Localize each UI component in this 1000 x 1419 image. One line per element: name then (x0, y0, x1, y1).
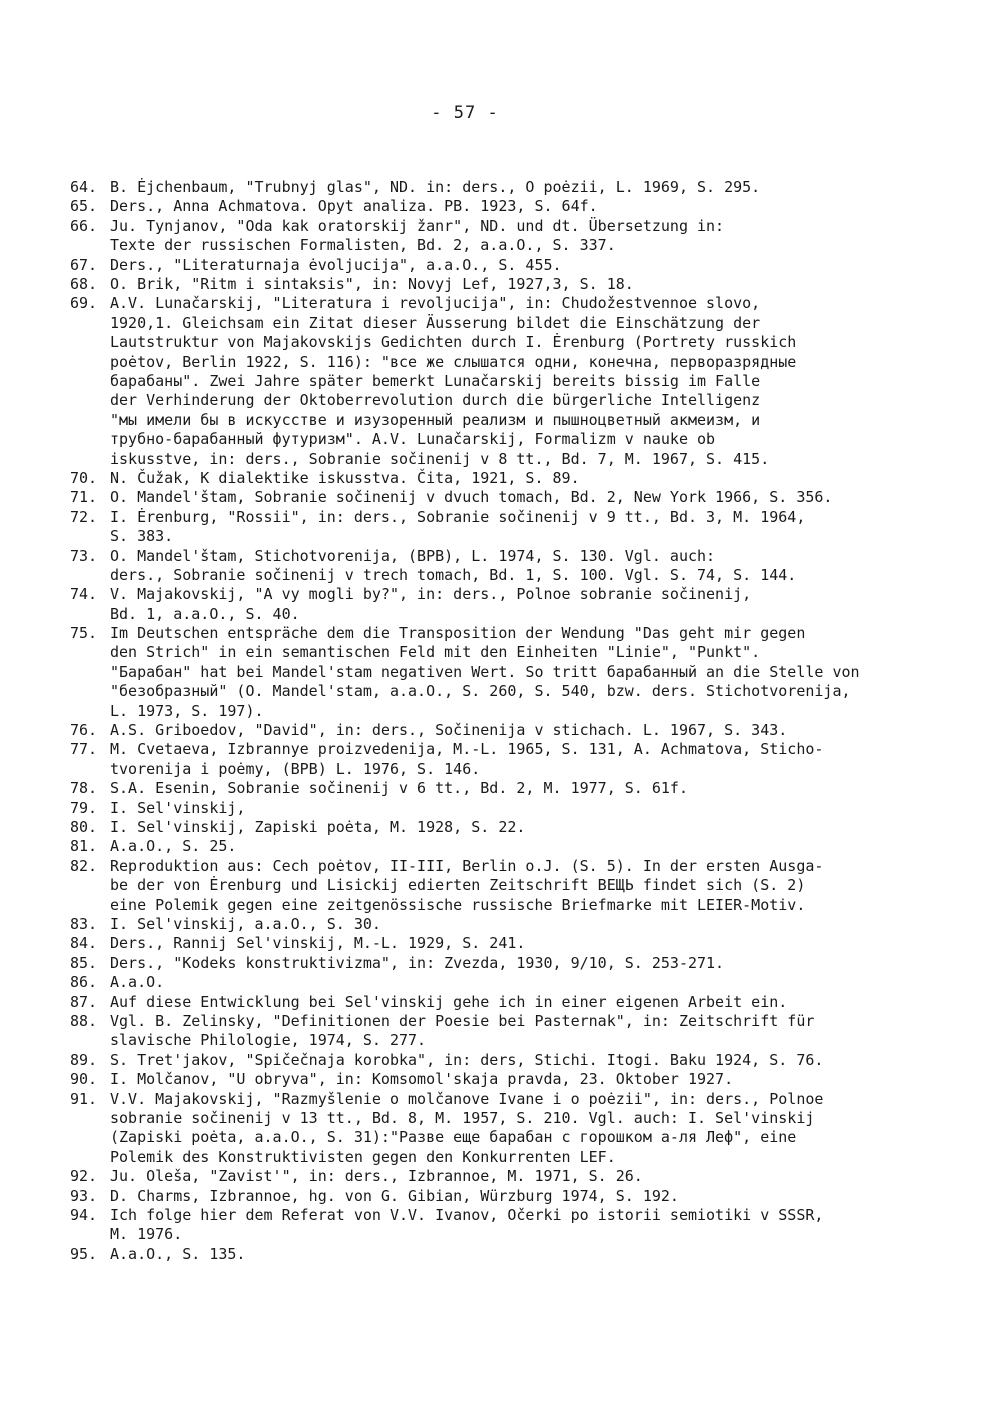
endnote-line: A.S. Griboedov, "David", in: ders., Sočinenija v stichach. L. 1967, S. 343. (110, 721, 788, 740)
endnote-line: Bd. 1, a.a.O., S. 40. (110, 604, 300, 623)
endnote-number: 66. (70, 216, 98, 235)
endnote-line: be der von Ėrenburg und Lisickij edierten Zeitschrift ВЕЩЬ findet sich (S. 2) (110, 876, 806, 895)
endnote-line: Texte der russischen Formalisten, Bd. 2, a.a.O., S. 337. (110, 236, 616, 255)
endnote-line: O. Brik, "Ritm i sintaksis", in: Novyj Lef, 1927,3, S. 18. (110, 275, 634, 293)
endnote-line: slavische Philologie, 1974, S. 277. (110, 1031, 427, 1050)
endnote-text (110, 954, 950, 973)
endnote-number: 77. (70, 740, 98, 759)
endnote-line: Reproduktion aus: Cech poėtov, II-III, Berlin o.J. (S. 5). In der ersten Ausga- (110, 856, 824, 875)
endnote-number: 68. (70, 275, 98, 293)
endnote-text (110, 818, 950, 837)
endnote-text (110, 934, 950, 953)
endnote-number: 84. (70, 934, 98, 953)
endnote-number: 93. (70, 1186, 98, 1205)
endnote-number: 69. (70, 294, 98, 313)
endnote-number: 89. (70, 1050, 98, 1069)
endnote-text (110, 1090, 950, 1168)
endnote-text (110, 197, 950, 216)
endnote-line: I. Molčanov, "U obryva", in: Komsomol'skaja pravda, 23. Oktober 1927. (110, 1070, 734, 1089)
endnote-text (110, 857, 950, 915)
endnote-text (110, 469, 950, 488)
endnote-line: A.a.O. (110, 973, 165, 992)
endnote-number: 71. (70, 488, 98, 507)
endnote-text (110, 178, 950, 197)
endnote-text (110, 624, 950, 721)
endnote-line: V. Majakovskij, "A vy mogli by?", in: ders., Polnoe sobranie sočinenij, (110, 585, 752, 604)
endnote-text (110, 721, 950, 740)
endnote (70, 818, 950, 837)
endnote (70, 721, 950, 740)
endnote-text (110, 1245, 950, 1264)
endnote-line: D. Charms, Izbrannoe, hg. von G. Gibian, Würzburg 1974, S. 192. (110, 1186, 679, 1205)
endnote-line: eine Polemik gegen eine zeitgenössische russische Briefmarke mit LEIER-Motiv. (110, 895, 806, 914)
endnote-line: Ju. Oleša, "Zavist'", in: ders., Izbrannoe, M. 1971, S. 26. (110, 1167, 643, 1186)
endnote (70, 1245, 950, 1264)
endnote-number: 83. (70, 915, 98, 934)
endnote-number: 81. (70, 837, 98, 856)
endnote-line: iskusstve, in: ders., Sobranie sočinenij v 8 tt., Bd. 7, M. 1967, S. 415. (110, 449, 770, 468)
endnote-line: I. Ėrenburg, "Rossii", in: ders., Sobranie sočinenij v 9 tt., Bd. 3, M. 1964, (110, 507, 806, 526)
endnote-number: 92. (70, 1167, 98, 1186)
endnote (70, 799, 950, 818)
endnote-line: Ders., "Kodeks konstruktivizma", in: Zvezda, 1930, 9/10, S. 253-271. (110, 953, 725, 972)
endnote (70, 1206, 950, 1245)
endnote (70, 294, 950, 469)
endnote-line: A.a.O., S. 135. (110, 1244, 246, 1263)
endnote-text (110, 799, 950, 818)
endnote-text (110, 256, 950, 275)
endnote (70, 740, 950, 779)
endnote (70, 1167, 950, 1186)
endnote-number: 80. (70, 818, 98, 837)
endnote-line: Ders., Rannij Sel'vinskij, M.-L. 1929, S. 241. (110, 934, 526, 953)
endnote-text (110, 1070, 950, 1089)
endnote (70, 857, 950, 915)
endnote-text (110, 294, 950, 469)
endnote-text (110, 1187, 950, 1206)
endnote-number: 67. (70, 255, 98, 274)
endnote-line: sobranie sočinenij v 13 tt., Bd. 8, M. 1957, S. 210. Vgl. auch: I. Sel'vinskij (110, 1109, 815, 1128)
endnote-line: B. Ėjchenbaum, "Trubnyj glas", ND. in: ders., O poėzii, L. 1969, S. 295. (110, 178, 761, 196)
endnote-line: Im Deutschen entspräche dem die Transposition der Wendung "Das geht mir gegen (110, 624, 806, 643)
endnote-text (110, 1206, 950, 1245)
endnote (70, 915, 950, 934)
endnote-text (110, 740, 950, 779)
endnote-line: S.A. Esenin, Sobranie sočinenij v 6 tt., Bd. 2, M. 1977, S. 61f. (110, 779, 688, 798)
endnote-text (110, 1051, 950, 1070)
endnote-number: 85. (70, 953, 98, 972)
endnote (70, 469, 950, 488)
endnote-line: der Verhinderung der Oktoberrevolution durch die bürgerliche Intelligenz (110, 391, 761, 410)
endnote-line: Lautstruktur von Majakovskijs Gedichten durch I. Ėrenburg (Portrety russkich (110, 333, 797, 352)
endnote-line: A.V. Lunačarskij, "Literatura i revoljucija", in: Chudožestvennoe slovo, (110, 294, 761, 313)
endnote-line: den Strich" in ein semantischen Feld mit den Einheiten "Linie", "Punkt". (110, 643, 761, 662)
endnote-line: Ich folge hier dem Referat von V.V. Ivanov, Očerki po istorii semiotiki v SSSR, (110, 1206, 824, 1225)
endnote-text (110, 1167, 950, 1186)
endnote-text (110, 547, 950, 586)
endnote-text (110, 1012, 950, 1051)
endnote-text (110, 585, 950, 624)
endnote (70, 1090, 950, 1168)
endnote-line: 1920,1. Gleichsam ein Zitat dieser Äusserung bildet die Einschätzung der (110, 313, 761, 332)
endnote-line: M. Cvetaeva, Izbrannye proizvedenija, M.-L. 1965, S. 131, A. Achmatova, Sticho- (110, 740, 824, 759)
endnote-text (110, 275, 950, 294)
endnote-line: I. Sel'vinskij, a.a.O., S. 30. (110, 915, 381, 934)
endnote-line: poėtov, Berlin 1922, S. 116): "все же слышатся одни, конечна, перворазрядные (110, 352, 797, 371)
endnote (70, 973, 950, 992)
endnote (70, 275, 950, 294)
endnote-number: 82. (70, 856, 98, 875)
endnote-line: S. Tret'jakov, "Spičečnaja korobka", in: ders, Stichi. Itogi. Baku 1924, S. 76. (110, 1050, 824, 1069)
endnote (70, 178, 950, 197)
endnote (70, 934, 950, 953)
endnote-text (110, 973, 950, 992)
endnote-line: трубно-барабанный футуризм". A.V. Lunačarskij, Formalizm v nauke ob (110, 430, 716, 449)
endnote-line: Ju. Tynjanov, "Oda kak oratorskij žanr", ND. und dt. Übersetzung in: (110, 216, 725, 235)
endnote-number: 94. (70, 1206, 98, 1225)
endnote-line: Ders., Anna Achmatova. Opyt analiza. PB. 1923, S. 64f. (110, 197, 598, 216)
endnote-number: 86. (70, 973, 98, 992)
endnote-line: I. Sel'vinskij, (110, 798, 246, 817)
endnote (70, 585, 950, 624)
endnote (70, 954, 950, 973)
endnote (70, 488, 950, 507)
endnote-text (110, 488, 950, 507)
endnote-number: 87. (70, 992, 98, 1011)
endnote-line: "Барабан" hat bei Mandel'stam negativen Wert. So tritt барабанный an die Stelle von (110, 662, 860, 681)
endnote-line: Auf diese Entwicklung bei Sel'vinskij gehe ich in einer eigenen Arbeit ein. (110, 992, 788, 1011)
endnote (70, 779, 950, 798)
endnote (70, 217, 950, 256)
endnote-number: 64. (70, 178, 98, 196)
endnote-number: 95. (70, 1244, 98, 1263)
endnote (70, 993, 950, 1012)
endnote-text (110, 508, 950, 547)
endnote-text (110, 915, 950, 934)
endnote (70, 837, 950, 856)
endnote-number: 88. (70, 1012, 98, 1031)
endnote-line: tvorenija i poėmy, (BPB) L. 1976, S. 146. (110, 759, 481, 778)
endnote-number: 73. (70, 546, 98, 565)
endnote-number: 75. (70, 624, 98, 643)
endnote (70, 508, 950, 547)
endnote (70, 624, 950, 721)
endnotes-list (70, 178, 950, 1264)
endnote-line: "безобразный" (O. Mandel'stam, a.a.O., S. 260, S. 540, bzw. ders. Stichotvorenija, (110, 682, 851, 701)
endnote-number: 74. (70, 585, 98, 604)
page-number: - 57 - (431, 103, 499, 123)
endnote-line: "мы имели бы в искусстве и изузоренный реализм и пышноцветный акмеизм, и (110, 410, 761, 429)
endnote-number: 91. (70, 1089, 98, 1108)
endnote-line: Vgl. B. Zelinsky, "Definitionen der Poesie bei Pasternak", in: Zeitschrift für (110, 1012, 815, 1031)
endnote-line: V.V. Majakovskij, "Razmyšlenie o molčanove Ivane i o poėzii", in: ders., Polnoe (110, 1089, 824, 1108)
endnote-line: A.a.O., S. 25. (110, 837, 237, 856)
endnote-line: O. Mandel'štam, Stichotvorenija, (BPB), L. 1974, S. 130. Vgl. auch: (110, 546, 716, 565)
endnote-number: 79. (70, 798, 98, 817)
endnote-line: O. Mandel'štam, Sobranie sočinenij v dvuch tomach, Bd. 2, New York 1966, S. 356. (110, 488, 833, 507)
endnote (70, 1051, 950, 1070)
endnote-number: 72. (70, 507, 98, 526)
endnote-line: N. Čužak, K dialektike iskusstva. Čita, 1921, S. 89. (110, 468, 580, 487)
endnote (70, 1070, 950, 1089)
endnote-line: Polemik des Konstruktivisten gegen den Konkurrenten LEF. (110, 1147, 616, 1166)
endnote-line: I. Sel'vinskij, Zapiski poėta, M. 1928, S. 22. (110, 818, 526, 837)
endnote-text (110, 217, 950, 256)
endnote (70, 547, 950, 586)
endnote-line: барабаны". Zwei Jahre später bemerkt Lunačarskij bereits bissig im Falle (110, 371, 761, 390)
endnote (70, 1012, 950, 1051)
endnote-text (110, 779, 950, 798)
endnote-line: M. 1976. (110, 1225, 183, 1244)
endnote-number: 70. (70, 468, 98, 487)
endnote-number: 90. (70, 1070, 98, 1089)
endnote-number: 65. (70, 197, 98, 216)
endnote-number: 78. (70, 779, 98, 798)
endnote-number: 76. (70, 721, 98, 740)
endnote (70, 1187, 950, 1206)
endnote-line: Ders., "Literaturnaja ėvoljucija", a.a.O., S. 455. (110, 255, 562, 274)
endnote-line: L. 1973, S. 197). (110, 701, 264, 720)
endnote-line: S. 383. (110, 527, 174, 546)
endnote-text (110, 837, 950, 856)
endnote-text (110, 993, 950, 1012)
endnote-line: (Zapiski poėta, a.a.O., S. 31):"Разве еще барабан с горошком а-ля Леф", eine (110, 1128, 797, 1147)
endnote-line: ders., Sobranie sočinenij v trech tomach, Bd. 1, S. 100. Vgl. S. 74, S. 144. (110, 565, 797, 584)
endnote (70, 197, 950, 216)
endnote (70, 256, 950, 275)
